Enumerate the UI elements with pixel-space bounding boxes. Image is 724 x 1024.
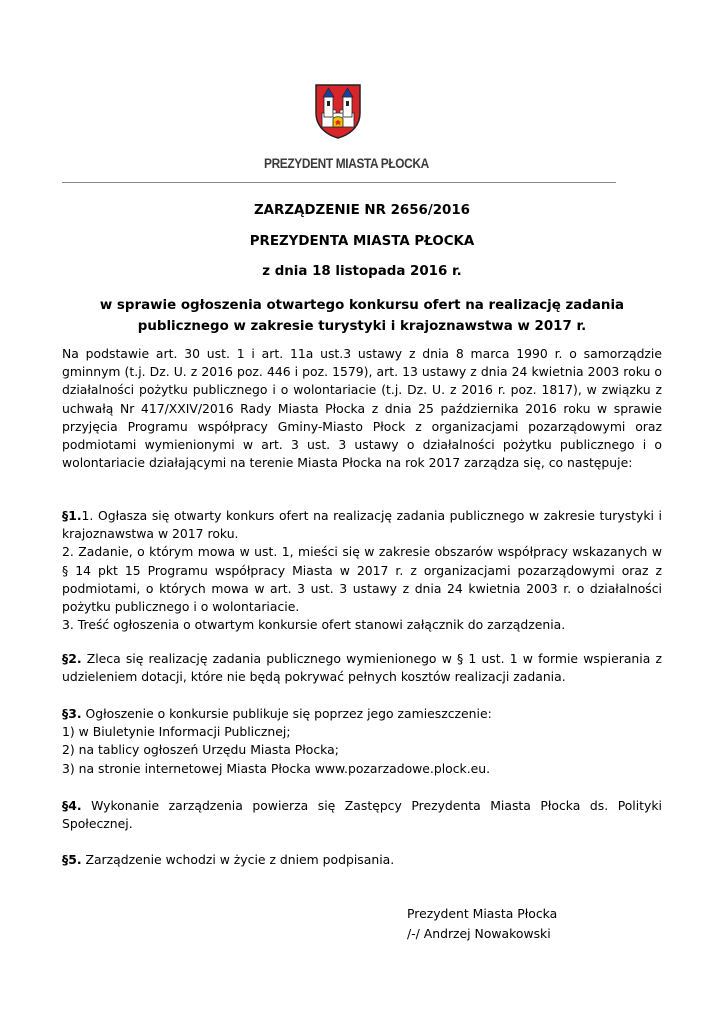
ordinance-subject: w sprawie ogłoszenia otwartego konkursu ofert na realizację zadania publicznego w zakresie turystyki i krajoznawstwa w 2017 r. (99, 298, 625, 334)
section-4-text: Wykonanie zarządzenia powierza się Zastępcy Prezydenta Miasta Płocka ds. Polityki Społecznej. (62, 798, 662, 832)
ordinance-issuer: PREZYDENTA MIASTA PŁOCKA (249, 234, 475, 249)
section-5 (62, 851, 662, 869)
signature-block (407, 904, 557, 943)
section-4-number: §4. (62, 798, 82, 813)
section-1-item-1 (62, 507, 662, 543)
preamble (62, 345, 662, 472)
signature-name: /-/ Andrzej Nowakowski (407, 925, 551, 941)
section-1-item-3: 3. Treść ogłoszenia o otwartym konkursie ofert stanowi załącznik do zarządzenia. (62, 617, 566, 633)
section-3-number: §3. (62, 706, 82, 721)
list-item: 3) na stronie internetowej Miasta Płocka www.pozarzadowe.plock.eu. (62, 760, 491, 776)
ordinance-date: z dnia 18 listopada 2016 r. (262, 264, 462, 279)
section-3 (62, 705, 662, 778)
section-2 (62, 650, 662, 686)
section-5-paragraph (62, 851, 662, 869)
section-4-paragraph (62, 797, 662, 833)
section-5-text: Zarządzenie wchodzi w życie z dniem podpisania. (81, 852, 395, 867)
section-5-number: §5. (62, 852, 82, 867)
section-1-number: §1. (62, 508, 82, 523)
ordinance-number: ZARZĄDZENIE NR 2656/2016 (253, 203, 471, 218)
list-item: 1) w Biuletynie Informacji Publicznej; (62, 724, 291, 740)
section-3-paragraph (62, 705, 662, 723)
section-2-text: Zleca się realizację zadania publicznego wymienionego w § 1 ust. 1 w formie wspierania z udzieleniem dotacji, które nie będą pokrywać pełnych kosztów realizacji zadania. (62, 651, 662, 685)
section-2-number: §2. (62, 651, 82, 666)
signature-title: Prezydent Miasta Płocka (407, 906, 558, 921)
preamble-text: Na podstawie art. 30 ust. 1 i art. 11a ust.3 ustawy z dnia 8 marca 1990 r. o samorządzie gminnym (t.j. Dz. U. z 2016 poz. 446 i poz. 1579), art. 13 ustawy z dnia 24 kwietnia 2003 roku o działalności pożytku publicznego i o wolontariacie (t.j. Dz. U. z 2016 r. poz. 1817), w związku z uchwałą Nr 417/XXIV/2016 Rady Miasta Płocka z dnia 25 października 2016 roku w sprawie przyjęcia Programu współpracy Gminy-Miasto Płock z organizacjami pozarządowymi oraz podmiotami wymienionymi w art. 3 ust. 3 ustawy o działalności pożytku publicznego i o wolontariacie działającymi na terenie Miasta Płocka na rok 2017 zarządza się, co następuje: (62, 346, 662, 471)
section-4 (62, 797, 662, 833)
section-1-item-2: 2. Zadanie, o którym mowa w ust. 1, mieści się w zakresie obszarów współpracy wskazanych w § 14 pkt 15 Programu współpracy Miasta w 2017 r. z organizacjami pozarządowymi oraz z podmiotami, o których mowa w art. 3 ust. 3 ustawy z dnia 24 kwietnia 2003 r. o działalności pożytku publicznego i o wolontariacie. (62, 544, 662, 615)
office-name: PREZYDENT MIASTA PŁOCKA (264, 156, 429, 171)
list-item: 2) na tablicy ogłoszeń Urzędu Miasta Płocka; (62, 742, 339, 758)
section-1-item-1-text: 1. Ogłasza się otwarty konkurs ofert na realizację zadania publicznego w zakresie turystyki i krajoznawstwa w 2017 roku. (62, 508, 662, 542)
section-3-text: Ogłoszenie o konkursie publikuje się poprzez jego zamieszczenie: (81, 706, 492, 721)
section-1 (62, 507, 662, 634)
plock-crest-icon (314, 83, 362, 139)
header-rule (62, 182, 616, 183)
section-2-paragraph (62, 650, 662, 686)
